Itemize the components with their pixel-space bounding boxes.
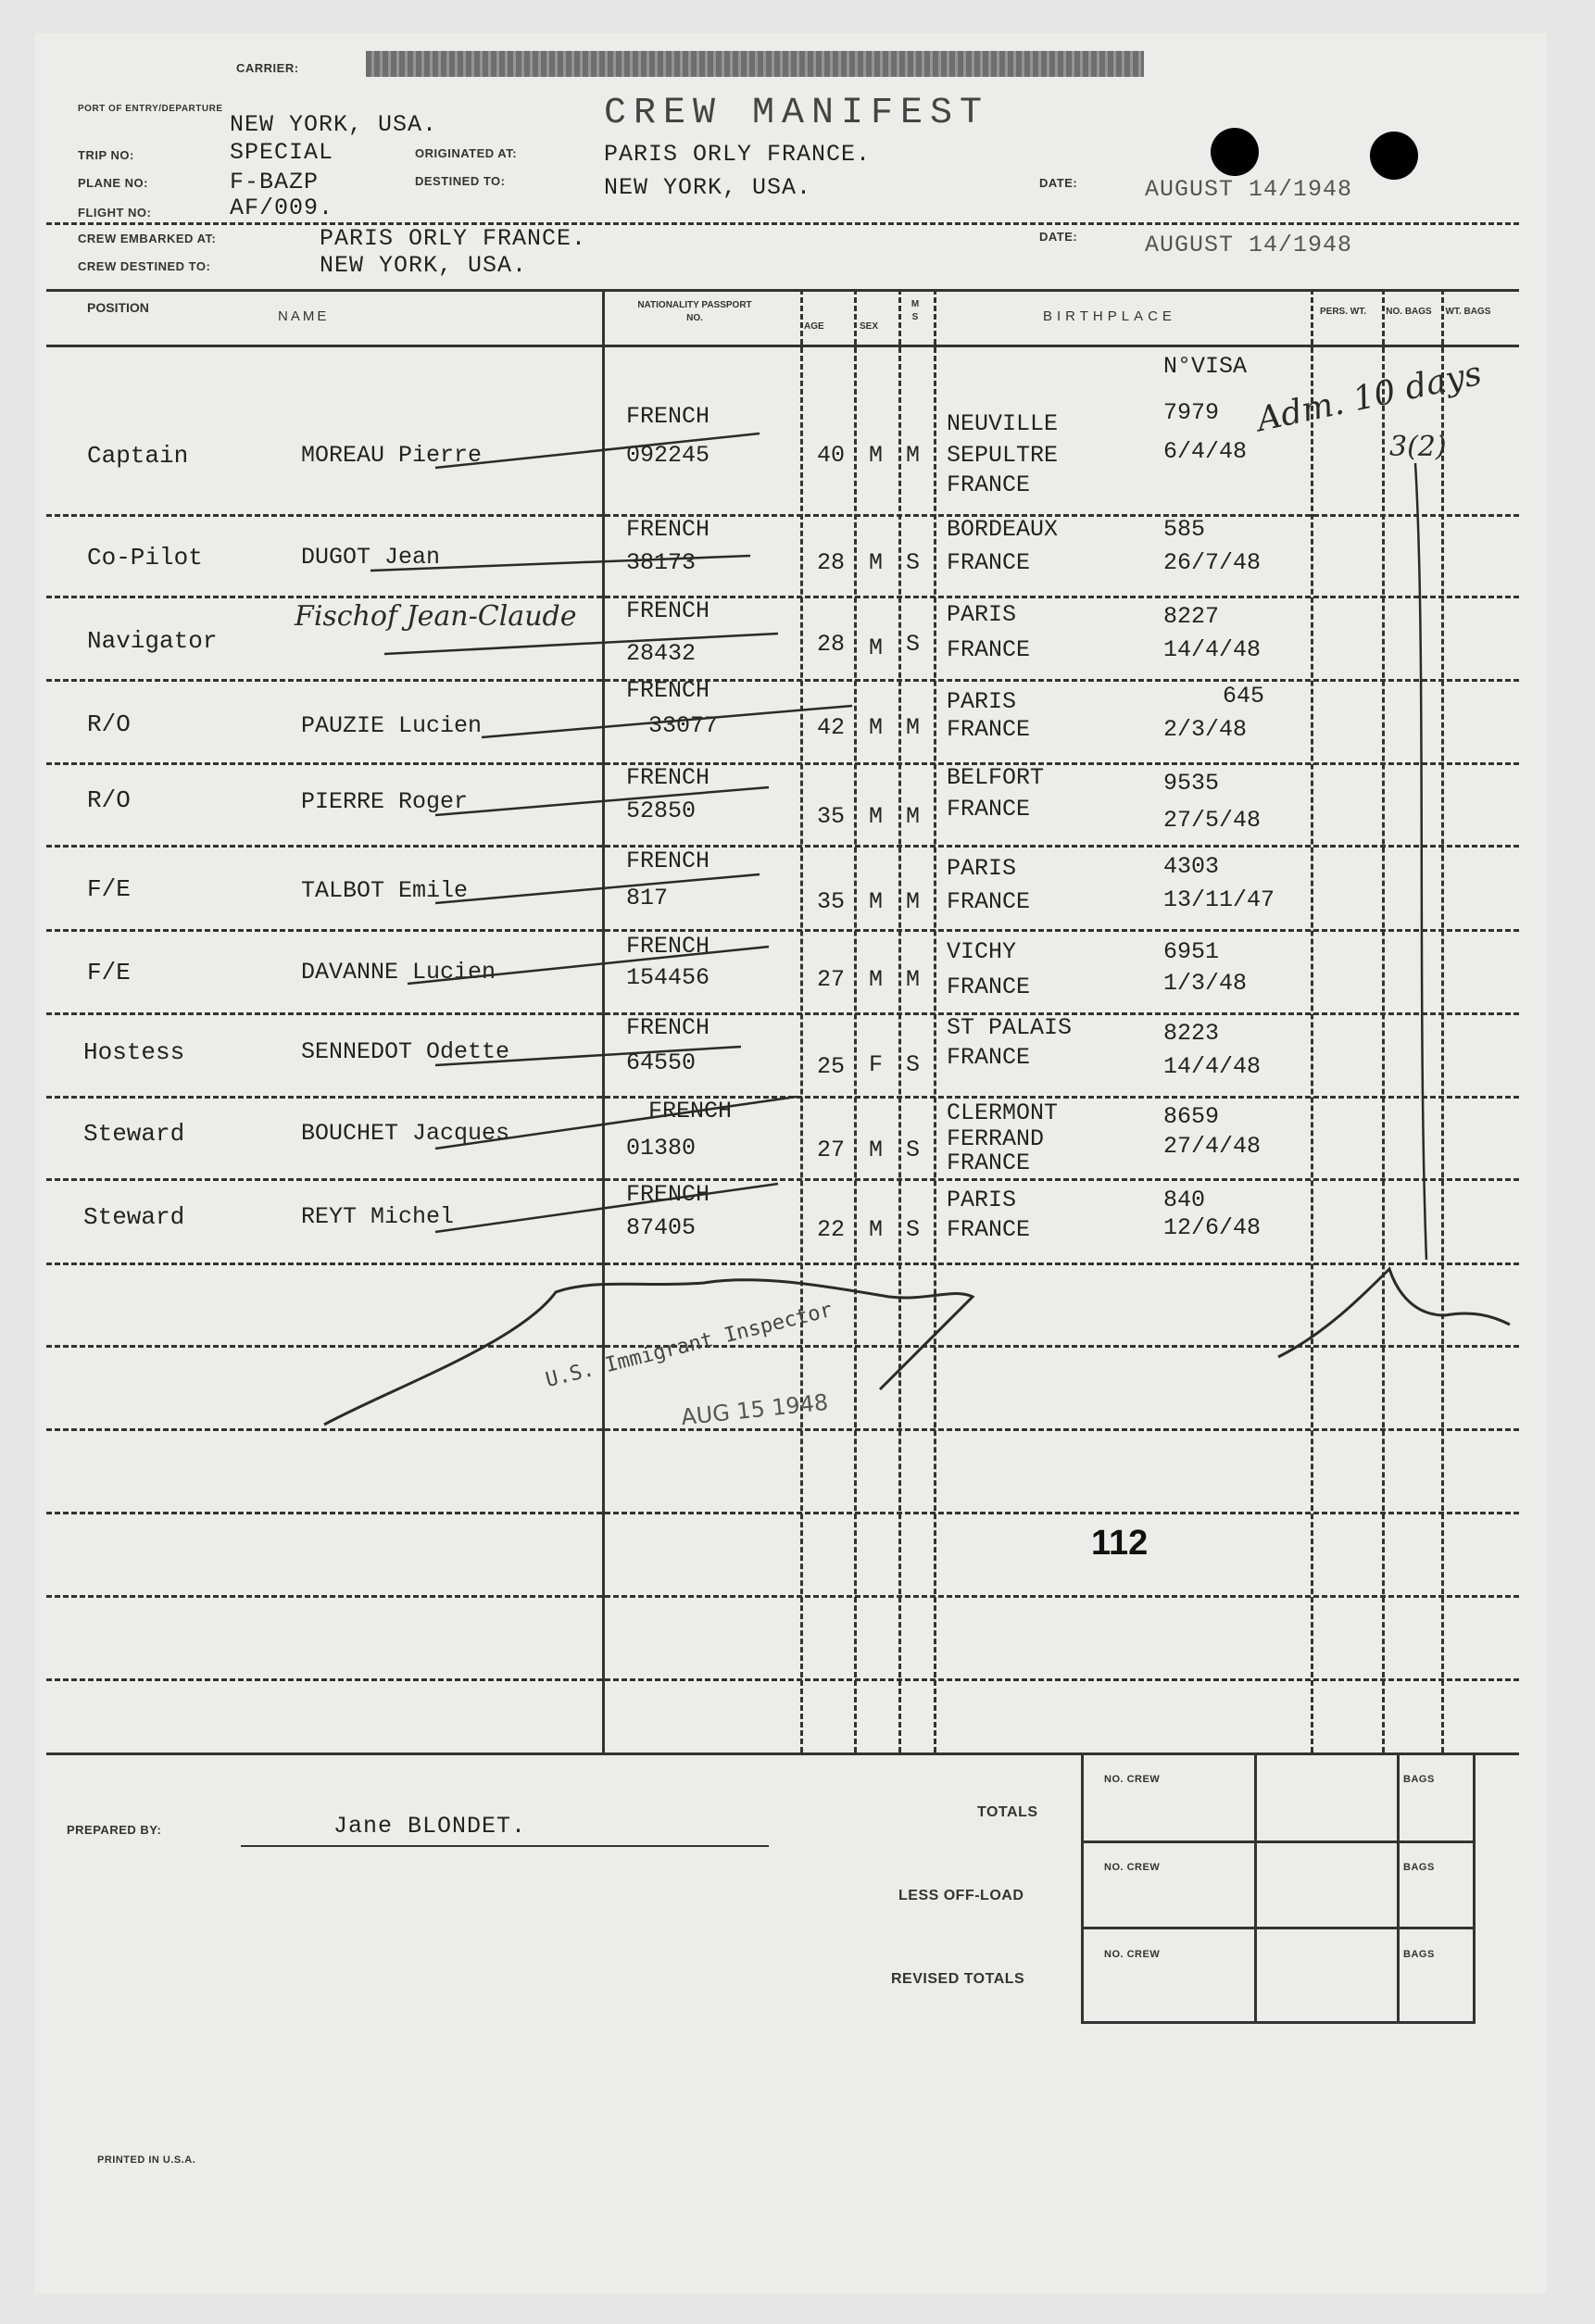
crew-birthplace: PARIS <box>947 688 1017 715</box>
crew-visa: 7979 <box>1163 399 1220 426</box>
prepared-by-label: PREPARED BY: <box>67 1823 162 1837</box>
crew-birthplace: CLERMONT <box>947 1099 1059 1126</box>
col-position: POSITION <box>87 300 149 315</box>
col-divider <box>898 289 901 1752</box>
crew-position: R/O <box>87 710 131 738</box>
crew-nationality: FRENCH <box>626 764 710 791</box>
crew-birthplace: PARIS <box>947 1187 1017 1213</box>
date2-value: AUGUST 14/1948 <box>1145 232 1353 258</box>
row-divider <box>46 596 1519 598</box>
no-crew-label: NO. CREW <box>1104 1862 1161 1873</box>
crew-age: 27 <box>817 1137 846 1163</box>
flight-no-label: FLIGHT NO: <box>78 206 152 220</box>
punch-hole <box>1370 132 1418 180</box>
totals-box <box>1081 1752 1476 2024</box>
crew-ms: M <box>906 803 921 830</box>
punch-hole <box>1211 128 1259 176</box>
col-divider <box>1382 289 1385 1752</box>
crew-birthplace: BELFORT <box>947 764 1045 791</box>
crew-birthplace: FRANCE <box>947 888 1031 915</box>
crew-passport: 52850 <box>626 798 697 824</box>
crew-sex: M <box>869 634 884 661</box>
crew-birthplace: ST PALAIS <box>947 1014 1073 1041</box>
crew-position: F/E <box>87 959 131 986</box>
crew-visa: 13/11/47 <box>1163 886 1275 913</box>
originated-at-value: PARIS ORLY FRANCE. <box>604 141 872 168</box>
crew-visa: 8227 <box>1163 603 1220 630</box>
destined-to-label: DESTINED TO: <box>415 174 506 188</box>
crew-position: Hostess <box>83 1038 185 1066</box>
crew-visa: 8659 <box>1163 1103 1220 1130</box>
crew-visa: 14/4/48 <box>1163 636 1262 663</box>
row-divider <box>46 929 1519 932</box>
crew-age: 28 <box>817 549 846 576</box>
col-divider <box>800 289 803 1752</box>
crew-position: R/O <box>87 786 131 814</box>
crew-birthplace: FRANCE <box>947 796 1031 823</box>
crew-destined-value: NEW YORK, USA. <box>320 252 528 279</box>
row-divider <box>46 1678 1519 1681</box>
totals-row-line <box>1081 1927 1473 1929</box>
row-divider <box>46 1178 1519 1181</box>
inspector-stamp-text: U.S. Immigrant Inspector <box>543 1298 835 1393</box>
crew-nationality: FRENCH <box>626 597 710 624</box>
crew-sex: M <box>869 803 884 830</box>
crew-visa: 840 <box>1163 1187 1206 1213</box>
bags-label: BAGS <box>1403 1862 1435 1873</box>
crew-visa: 9535 <box>1163 770 1220 797</box>
crew-ms: M <box>906 888 921 915</box>
crew-birthplace: FRANCE <box>947 549 1031 576</box>
less-offload-label: LESS OFF-LOAD <box>898 1888 1024 1903</box>
crew-passport: 817 <box>626 885 669 911</box>
visa-header: N°VISA <box>1163 353 1248 380</box>
crew-name: TALBOT Emile <box>301 877 469 904</box>
crew-visa: 27/5/48 <box>1163 807 1262 834</box>
crew-visa: 8223 <box>1163 1020 1220 1047</box>
crew-birthplace: FRANCE <box>947 716 1031 743</box>
crew-name: MOREAU Pierre <box>301 442 483 469</box>
crew-visa: 6/4/48 <box>1163 438 1248 465</box>
revised-totals-label: REVISED TOTALS <box>891 1971 1025 1987</box>
crew-nationality: FRENCH <box>626 1181 710 1208</box>
plane-no-label: PLANE NO: <box>78 176 148 190</box>
crew-passport: 64550 <box>626 1049 697 1076</box>
crew-sex: M <box>869 549 884 576</box>
crew-embarked-value: PARIS ORLY FRANCE. <box>320 225 587 252</box>
crew-name: PIERRE Roger <box>301 788 469 815</box>
row-divider <box>46 679 1519 682</box>
crew-birthplace: PARIS <box>947 601 1017 628</box>
crew-ms: S <box>906 549 921 576</box>
crew-birthplace: NEUVILLE <box>947 410 1059 437</box>
crew-position: Steward <box>83 1120 185 1148</box>
crew-sex: F <box>869 1051 884 1078</box>
crew-nationality: FRENCH <box>648 1098 733 1124</box>
table-top-line <box>46 289 1519 292</box>
crew-sex: M <box>869 1216 884 1243</box>
crew-nationality: FRENCH <box>626 403 710 430</box>
crew-age: 35 <box>817 888 846 915</box>
crew-nationality: FRENCH <box>626 677 710 704</box>
crew-ms: S <box>906 1051 921 1078</box>
crew-visa: 26/7/48 <box>1163 549 1262 576</box>
crew-visa: 2/3/48 <box>1163 716 1248 743</box>
totals-divider <box>1397 1752 1400 2023</box>
destined-to-value: NEW YORK, USA. <box>604 174 812 201</box>
crew-passport: 33077 <box>648 712 719 739</box>
crew-visa: 12/6/48 <box>1163 1214 1262 1241</box>
totals-row-line <box>1081 1840 1473 1843</box>
prepared-by-value: Jane BLONDET. <box>333 1813 527 1840</box>
crew-sex: M <box>869 888 884 915</box>
row-divider <box>46 1345 1519 1348</box>
flight-no-value: AF/009. <box>230 195 334 221</box>
crew-birthplace: FERRAND <box>947 1125 1045 1152</box>
col-no-bags: NO. BAGS <box>1386 307 1432 317</box>
header-divider <box>46 222 1519 225</box>
crew-age: 27 <box>817 966 846 993</box>
row-divider <box>46 514 1519 517</box>
col-nationality: NATIONALITY PASSPORT NO. <box>637 300 752 323</box>
originated-at-label: ORIGINATED AT: <box>415 146 518 160</box>
crew-ms: M <box>906 442 921 469</box>
crew-embarked-label: CREW EMBARKED AT: <box>78 232 217 245</box>
bags-label: BAGS <box>1403 1949 1435 1960</box>
crew-passport: 87405 <box>626 1214 697 1241</box>
port-value: NEW YORK, USA. <box>230 111 438 138</box>
crew-birthplace: FRANCE <box>947 1149 1031 1176</box>
date-label: DATE: <box>1039 176 1078 190</box>
crew-position: Navigator <box>87 627 218 655</box>
crew-passport: 38173 <box>626 549 697 576</box>
totals-label: TOTALS <box>977 1804 1038 1820</box>
crew-visa: 1/3/48 <box>1163 970 1248 997</box>
crew-ms: M <box>906 714 921 741</box>
crew-passport: 28432 <box>626 640 697 667</box>
inspector-stamp-date: AUG 15 1948 <box>679 1388 830 1431</box>
crew-visa: 14/4/48 <box>1163 1053 1262 1080</box>
crew-birthplace: FRANCE <box>947 471 1031 498</box>
crew-position: Steward <box>83 1203 185 1231</box>
no-crew-label: NO. CREW <box>1104 1949 1161 1960</box>
trip-no-label: TRIP NO: <box>78 148 134 162</box>
crew-visa: 585 <box>1163 516 1206 543</box>
crew-age: 28 <box>817 631 846 658</box>
crew-position: F/E <box>87 875 131 903</box>
row-divider <box>46 1428 1519 1431</box>
crew-age: 22 <box>817 1216 846 1243</box>
crew-name: PAUZIE Lucien <box>301 712 483 739</box>
crew-birthplace: FRANCE <box>947 636 1031 663</box>
col-sex: SEX <box>860 321 879 332</box>
crew-ms: S <box>906 631 921 658</box>
crew-sex: M <box>869 1137 884 1163</box>
crew-nationality: FRENCH <box>626 848 710 874</box>
col-divider <box>1311 289 1313 1752</box>
crew-age: 42 <box>817 714 846 741</box>
totals-divider <box>1254 1752 1257 2023</box>
row-divider <box>46 1262 1519 1265</box>
crew-ms: S <box>906 1137 921 1163</box>
carrier-redacted <box>366 51 1144 77</box>
page-number: 112 <box>1091 1524 1149 1563</box>
col-birthplace: BIRTHPLACE <box>1043 308 1176 324</box>
crew-age: 35 <box>817 803 846 830</box>
crew-name: DAVANNE Lucien <box>301 959 496 986</box>
crew-visa: 645 <box>1223 683 1265 710</box>
prepared-by-underline <box>241 1845 769 1847</box>
col-wt-bags: WT. BAGS <box>1445 307 1491 317</box>
col-divider <box>1441 289 1444 1752</box>
col-divider <box>854 289 857 1752</box>
port-label: PORT OF ENTRY/DEPARTURE <box>78 104 223 114</box>
no-crew-label: NO. CREW <box>1104 1774 1161 1785</box>
carrier-label: CARRIER: <box>236 61 299 75</box>
date2-label: DATE: <box>1039 230 1078 244</box>
col-divider <box>602 289 605 1752</box>
table-header-line <box>46 345 1519 347</box>
crew-position: Captain <box>87 442 189 470</box>
crew-sex: M <box>869 442 884 469</box>
crew-name: BOUCHET Jacques <box>301 1120 510 1147</box>
crew-passport: 154456 <box>626 964 710 991</box>
crew-age: 40 <box>817 442 846 469</box>
crew-birthplace: VICHY <box>947 938 1017 965</box>
row-divider <box>46 1595 1519 1598</box>
trip-no-value: SPECIAL <box>230 139 334 166</box>
crew-passport: 092245 <box>626 442 710 469</box>
crew-visa: 6951 <box>1163 938 1220 965</box>
col-divider <box>934 289 936 1752</box>
crew-visa: 4303 <box>1163 853 1220 880</box>
crew-visa: 27/4/48 <box>1163 1133 1262 1160</box>
admission-note: Adm. 10 days <box>1253 354 1486 440</box>
crew-nationality: FRENCH <box>626 933 710 960</box>
col-name: NAME <box>278 308 330 324</box>
row-divider <box>46 1096 1519 1099</box>
date-value: AUGUST 14/1948 <box>1145 176 1353 203</box>
crew-sex: M <box>869 966 884 993</box>
crew-sex: M <box>869 714 884 741</box>
bags-label: BAGS <box>1403 1774 1435 1785</box>
row-divider <box>46 1012 1519 1015</box>
crew-ms: S <box>906 1216 921 1243</box>
crew-name: DUGOT Jean <box>301 544 441 571</box>
col-age: AGE <box>804 321 824 332</box>
row-divider <box>46 762 1519 765</box>
crew-birthplace: FRANCE <box>947 1044 1031 1071</box>
crew-nationality: FRENCH <box>626 1014 710 1041</box>
crew-position: Co-Pilot <box>87 544 203 572</box>
bag-note: 3(2) <box>1389 431 1447 463</box>
row-divider <box>46 1512 1519 1514</box>
crew-birthplace: BORDEAUX <box>947 516 1059 543</box>
crew-birthplace: FRANCE <box>947 974 1031 1000</box>
printed-in-label: PRINTED IN U.S.A. <box>97 2154 196 2166</box>
col-pers-wt: PERS. WT. <box>1320 307 1367 317</box>
crew-birthplace: FRANCE <box>947 1216 1031 1243</box>
row-divider <box>46 845 1519 848</box>
crew-name: REYT Michel <box>301 1203 455 1230</box>
crew-passport: 01380 <box>626 1135 697 1162</box>
crew-ms: M <box>906 966 921 993</box>
crew-name: SENNEDOT Odette <box>301 1038 510 1065</box>
crew-nationality: FRENCH <box>626 516 710 543</box>
plane-no-value: F-BAZP <box>230 169 320 195</box>
col-ms: M S <box>911 299 920 322</box>
crew-birthplace: PARIS <box>947 855 1017 882</box>
crew-name: Fischof Jean-Claude <box>295 600 577 633</box>
page-title: CREW MANIFEST <box>604 93 990 134</box>
crew-destined-label: CREW DESTINED TO: <box>78 259 211 273</box>
crew-age: 25 <box>817 1053 846 1080</box>
crew-birthplace: SEPULTRE <box>947 442 1059 469</box>
